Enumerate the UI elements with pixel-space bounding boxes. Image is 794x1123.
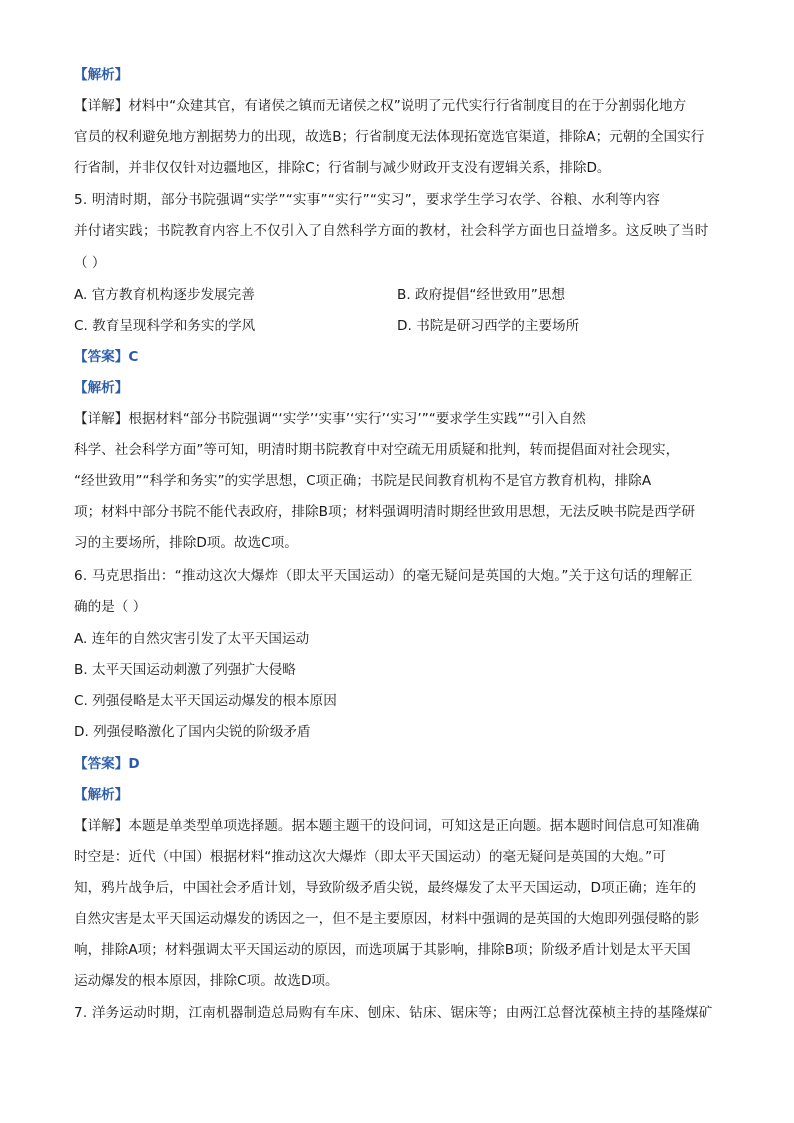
- answer-label: 【答案】C: [74, 349, 139, 365]
- option-b: B. 政府提倡“经世致用”思想: [397, 287, 565, 303]
- option-c: C. 教育呈现科学和务实的学风: [74, 318, 256, 334]
- explanation-text: 习的主要场所，排除D项。故选C项。: [74, 535, 298, 551]
- option-a: A. 连年的自然灾害引发了太平天国运动: [74, 631, 310, 647]
- explanation-text: 项；材料中部分书院不能代表政府，排除B项；材料强调明清时期经世致用思想，无法反映书院是西学研: [74, 504, 696, 520]
- option-d: D. 列强侵略激化了国内尖锐的阶级矛盾: [74, 724, 311, 740]
- explanation-text: 行省制，并非仅仅针对边疆地区，排除C；行省制与减少财政开支没有逻辑关系，排除D。: [74, 160, 611, 176]
- question-5-blank: （ ）: [74, 255, 106, 271]
- explanation-text: “经世致用”“科学和务实”的实学思想，C项正确；书院是民间教育机构不是官方教育机构，排除A: [74, 473, 652, 489]
- explanation-text: 时空是：近代（中国）根据材料“推动这次大爆炸（即太平天国运动）的毫无疑问是英国的大炮。”可: [74, 849, 666, 865]
- question-6-stem: 6. 马克思指出：“推动这次大爆炸（即太平天国运动）的毫无疑问是英国的大炮。”关于这句话的理解正: [74, 568, 693, 584]
- explanation-text: 【详解】材料中“众建其官，有诸侯之镇而无诸侯之权”说明了元代实行行省制度目的在于分割弱化地方: [74, 98, 687, 114]
- analysis-heading: 【解析】: [74, 787, 129, 803]
- option-c: C. 列强侵略是太平天国运动爆发的根本原因: [74, 693, 337, 709]
- explanation-text: 运动爆发的根本原因，排除C项。故选D项。: [74, 973, 339, 989]
- explanation-text: 自然灾害是太平天国运动爆发的诱因之一，但不是主要原因，材料中强调的是英国的大炮即列强侵略的影: [74, 911, 700, 927]
- question-7-stem: 7. 洋务运动时期，江南机器制造总局购有车床、刨床、钻床、锯床等；由两江总督沈葆桢主持的基隆煤矿: [74, 1005, 713, 1021]
- answer-label: 【答案】D: [74, 756, 140, 772]
- explanation-text: 响，排除A项；材料强调太平天国运动的原因，而选项属于其影响，排除B项；阶级矛盾计划是太平天国: [74, 942, 691, 958]
- explanation-text: 知，鸦片战争后，中国社会矛盾计划，导致阶级矛盾尖锐，最终爆发了太平天国运动，D项正确；连年的: [74, 880, 697, 896]
- question-6-stem: 确的是（ ）: [74, 599, 147, 615]
- analysis-heading: 【解析】: [74, 380, 129, 396]
- explanation-text: 科学、社会科学方面”等可知，明清时期书院教育中对空疏无用质疑和批判，转而提倡面对社会现实，: [74, 442, 680, 458]
- explanation-text: 【详解】本题是单类型单项选择题。据本题主题干的设问词，可知这是正向题。据本题时间信息可知准确: [74, 818, 700, 834]
- option-a: A. 官方教育机构逐步发展完善: [74, 287, 255, 303]
- explanation-text: 官员的权利避免地方割据势力的出现，故选B；行省制度无法体现拓宽选官渠道，排除A；元朝的全国实行: [74, 129, 705, 145]
- option-b: B. 太平天国运动刺激了列强扩大侵略: [74, 662, 296, 678]
- analysis-heading: 【解析】: [74, 67, 129, 83]
- explanation-text: 【详解】根据材料“部分书院强调“‘实学’‘实事’‘实行’‘实习’”“要求学生实践”“引入自然: [74, 411, 586, 427]
- question-5-stem: 5. 明清时期，部分书院强调“实学”“实事”“实行”“实习”，要求学生学习农学、谷粮、水利等内容: [74, 192, 661, 208]
- question-5-stem: 并付诸实践；书院教育内容上不仅引入了自然科学方面的教材，社会科学方面也日益增多。这反映了当时: [74, 223, 709, 239]
- option-d: D. 书院是研习西学的主要场所: [397, 318, 580, 334]
